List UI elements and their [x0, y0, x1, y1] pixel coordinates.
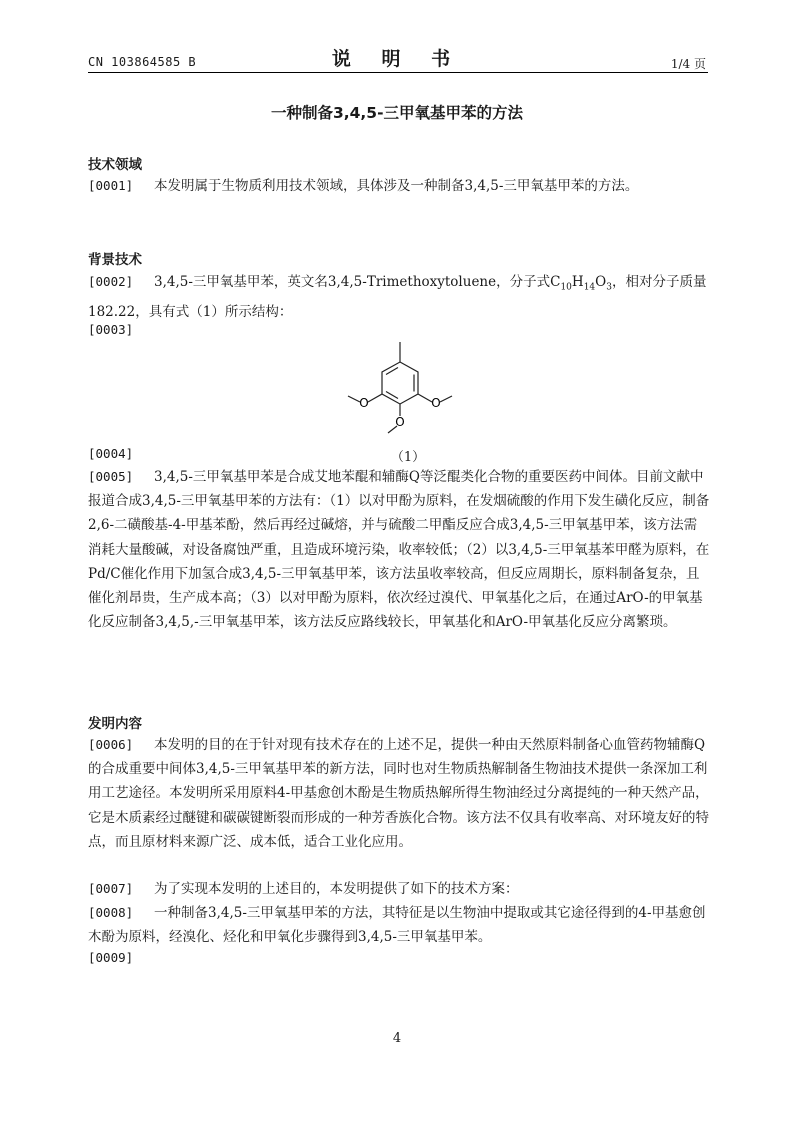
header-divider — [88, 72, 708, 73]
document-title: 一种制备3,4,5-三甲氧基甲苯的方法 — [270, 104, 524, 122]
heading-tech-field: 技术领域 — [88, 157, 142, 173]
paragraph-tag: [0008] — [88, 905, 134, 920]
formula-element: O — [595, 274, 607, 290]
paragraph-tag-0003: [0003] — [88, 322, 134, 337]
methoxy-left — [348, 396, 360, 402]
formula-subscript: 14 — [583, 282, 596, 293]
page-indicator: 1/4 页 — [670, 57, 706, 71]
paragraph-0005 — [88, 465, 710, 634]
paragraph-text: 本发明的目的在于针对现有技术存在的上述不足，提供一种由天然原料制备心血管药物辅酶Q的合成重要中间体3,4,5-三甲氧基甲苯的新方法，同时也对生物质热解制备生物油技术提供一条深加工利用工艺途径。本发明所采用原料4-甲基愈创木酚是生物质热解所得生物油经过分离提纯的一种天然产品，它是木质素经过醚键和碳碳键断裂而形成的一种芳香族化合物。该方法不仅具有收率高、对环境友好的特点，而且原材料来源广泛、成本低，适合工业化应用。 — [88, 737, 709, 850]
paragraph-tag: [0007] — [88, 881, 134, 896]
section-title: 说 明 书 — [331, 48, 463, 70]
paragraph-0008 — [88, 901, 710, 949]
formula-subscript: 10 — [560, 282, 572, 293]
paragraph-0006 — [88, 733, 710, 854]
paragraph-text: 3,4,5-三甲氧基甲苯，英文名3,4,5-Trimethoxytoluene，分子式C — [154, 274, 561, 290]
paragraph-tag-0009: [0009] — [88, 950, 134, 965]
paragraph-tag: [0001] — [88, 178, 134, 193]
benzene-ring — [382, 362, 418, 404]
patent-number: CN 103864585 B — [88, 55, 197, 69]
bond-o-left — [368, 394, 382, 402]
paragraph-tag: [0006] — [88, 737, 134, 752]
page-number: 4 — [392, 1031, 402, 1046]
bond-o-right — [418, 394, 432, 402]
oxygen-bottom: O — [395, 415, 405, 429]
paragraph-tag: [0005] — [88, 469, 134, 484]
formula-number: （1） — [390, 450, 426, 465]
paragraph-text: 本发明属于生物质利用技术领域，具体涉及一种制备3,4,5-三甲氧基甲苯的方法。 — [154, 178, 639, 194]
paragraph-0007 — [88, 877, 710, 901]
heading-background: 背景技术 — [88, 252, 142, 268]
paragraph-tag: [0002] — [88, 274, 134, 289]
paragraph-text: ，相对分子质量182.22，具有式（1）所示结构： — [88, 274, 707, 320]
paragraph-text: 一种制备3,4,5-三甲氧基甲苯的方法，其特征是以生物油中提取或其它途径得到的4-甲基愈创木酚为原料，经溴化、烃化和甲氧化步骤得到3,4,5-三甲氧基甲苯。 — [88, 905, 706, 946]
formula-subscript: 3 — [606, 282, 612, 293]
heading-invention: 发明内容 — [88, 716, 142, 732]
paragraph-0002 — [88, 270, 710, 324]
paragraph-tag-0004: [0004] — [88, 446, 134, 461]
paragraph-0001 — [88, 174, 710, 198]
paragraph-text: 为了实现本发明的上述目的，本发明提供了如下的技术方案： — [154, 881, 519, 897]
formula-element: H — [571, 274, 584, 290]
chemical-structure — [340, 340, 460, 445]
oxygen-left: O — [359, 396, 369, 410]
oxygen-right: O — [431, 396, 441, 410]
paragraph-text: 3,4,5-三甲氧基甲苯是合成艾地苯醌和辅酶Q等泛醌类化合物的重要医药中间体。目前文献中报道合成3,4,5-三甲氧基甲苯的方法有：（1）以对甲酚为原料，在发烟硫酸的作用下发生磺化反应，制备2,6-二磺酸基-4-甲基苯酚，然后再经过碱熔，并与硫酸二甲酯反应合成3,4,5-三甲氧基甲苯，该方法需消耗大量酸碱，对设备腐蚀严重，且造成环境污染，收率较低；（2）以3,4,5-三甲氧基苯甲醛为原料，在Pd/C催化作用下加氢合成3,4,5-三甲氧基甲苯，该方法虽收率较高，但反应周期长，原料制备复杂，且催化剂昂贵，生产成本高；（3）以对甲酚为原料，依次经过溴代、甲氧基化之后，在通过ArO-的甲氧基化反应制备3,4,5,-三甲氧基甲苯，该方法反应路线较长，甲氧基化和ArO-甲氧基化反应分离繁琐。 — [88, 469, 710, 631]
methoxy-right — [440, 396, 452, 402]
